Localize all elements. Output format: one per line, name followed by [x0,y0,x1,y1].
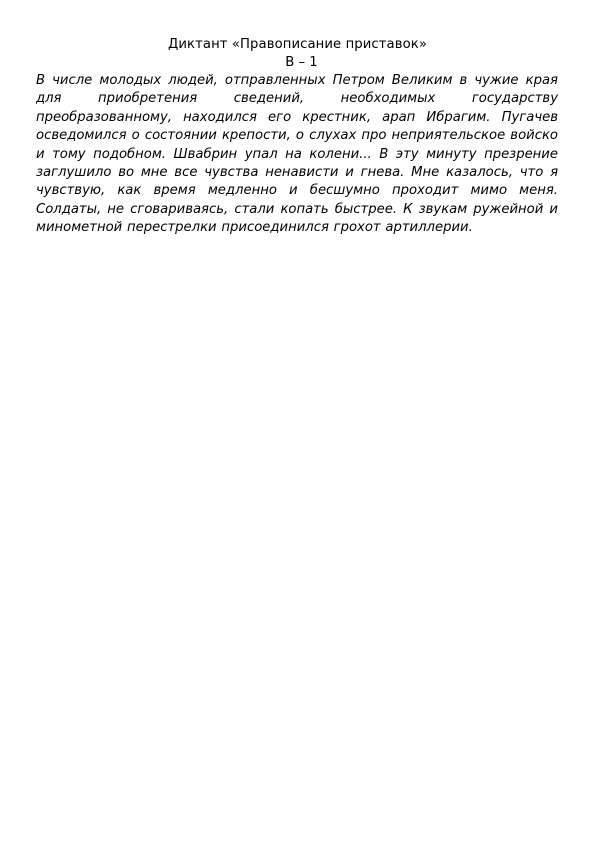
dictation-text: В числе молодых людей, отправленных Петром Великим в чужие края для приобретения сведений, необходимых государству преобразованному, находился его крестник, арап Ибрагим. Пугачев осведомился о состоянии крепости, о слухах про неприятельское войско и тому подобном. Швабрин упал на колени... В эту минуту презрение заглушило во мне все чувства ненависти и гнева. Мне казалось, что я чувствую, как время медленно и бесшумно проходит мимо меня. Солдаты, не сговариваясь, стали копать быстрее. К звукам ружейной и минометной перестрелки присоединился грохот артиллерии. [36,73,558,236]
document-title: Диктант «Правописание приставок» [167,37,428,52]
variant-label: В – 1 [285,55,318,70]
